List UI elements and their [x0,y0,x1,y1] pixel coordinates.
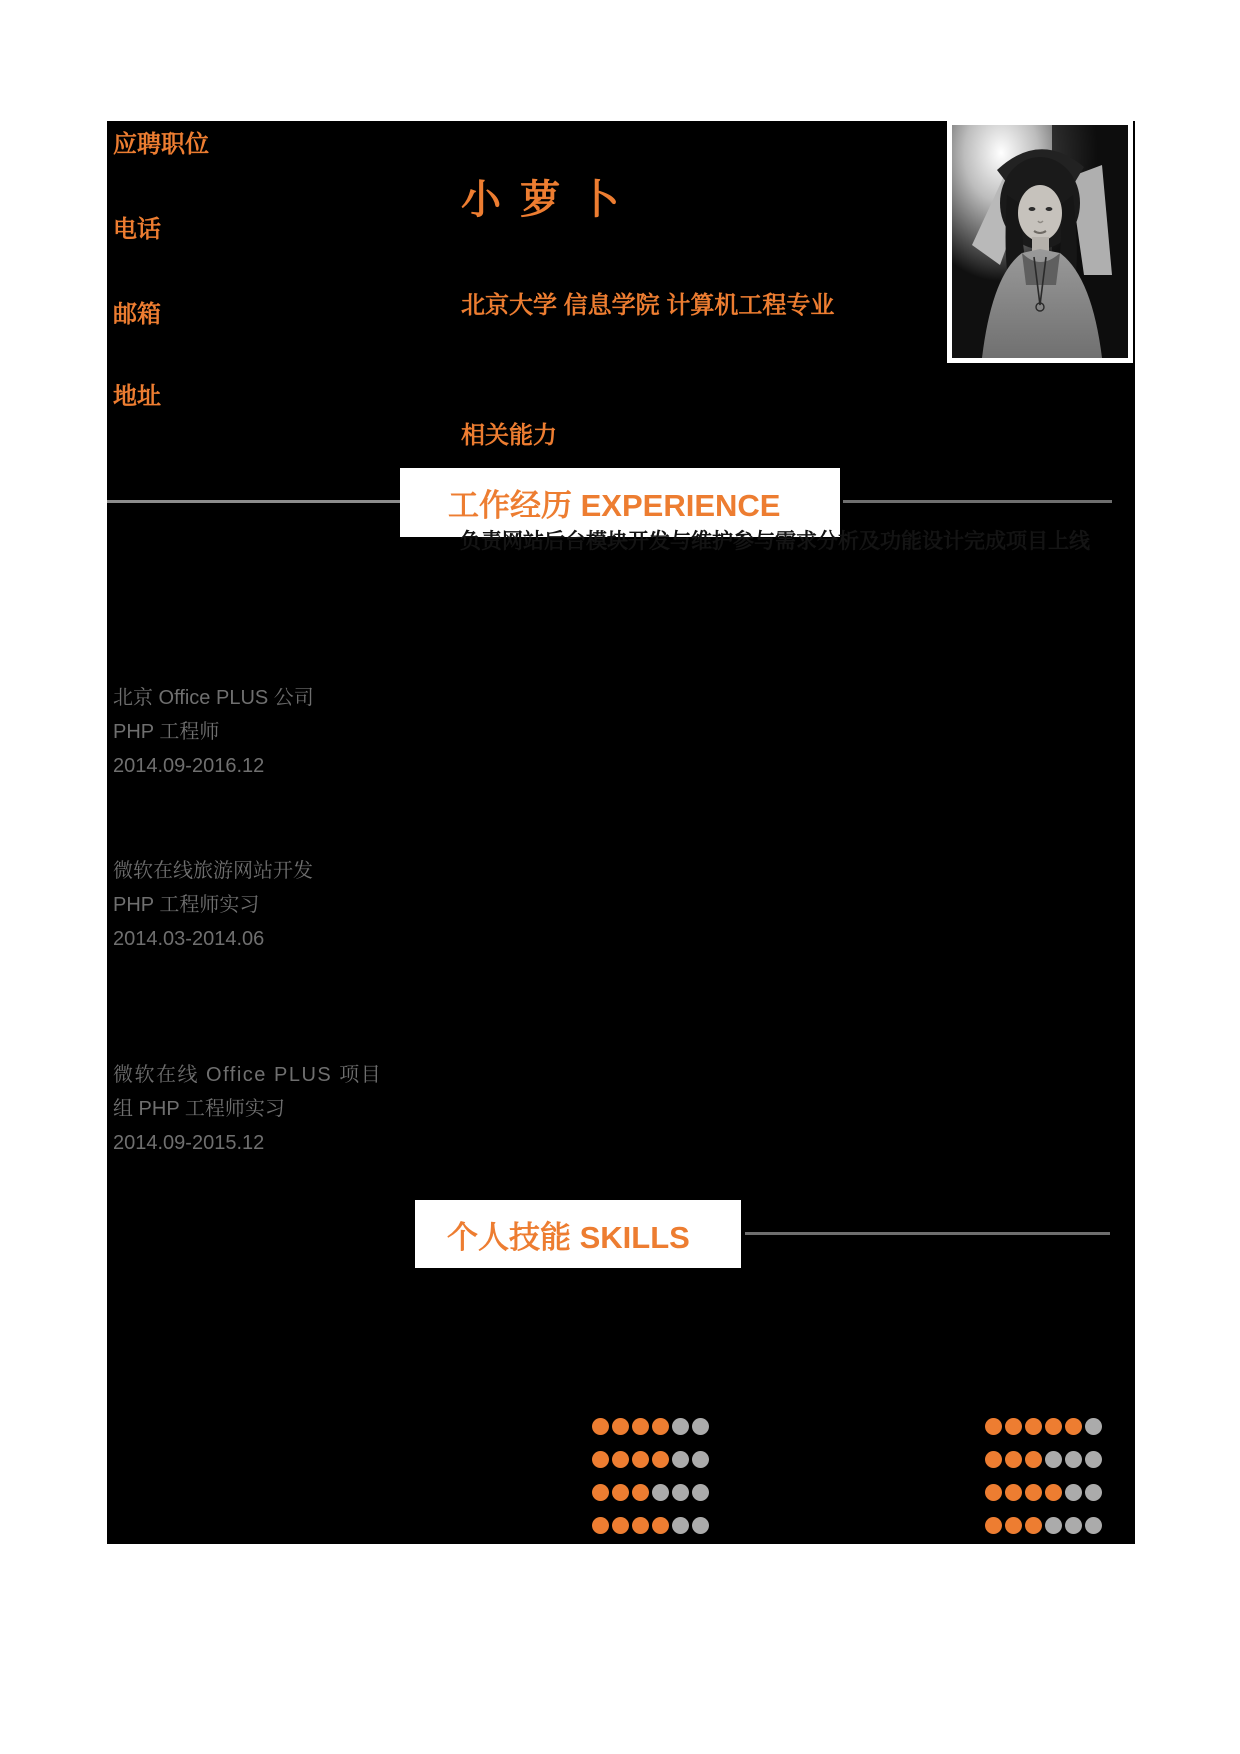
skill-dot-empty [652,1484,669,1501]
portrait-photo [947,120,1133,363]
skill-dot-filled [652,1418,669,1435]
entry-company: 北京 Office PLUS 公司 [113,687,314,709]
skill-dot-filled [1025,1517,1042,1534]
skill-dot-row [985,1484,1102,1501]
entry-role: 组 PHP 工程师实习 [113,1098,285,1120]
entry-role: PHP 工程师实习 [113,894,260,916]
entry-company: 微软在线旅游网站开发 [113,860,313,882]
skill-dot-empty [692,1484,709,1501]
skill-dot-filled [652,1451,669,1468]
skill-dot-row [985,1517,1102,1534]
entry-dates: 2014.09-2016.12 [113,755,265,777]
skill-dot-filled [1005,1517,1022,1534]
entry-company: 微软在线 Office PLUS 项目 [113,1064,383,1086]
skill-dot-filled [1005,1451,1022,1468]
skill-dot-filled [592,1517,609,1534]
skill-dot-filled [632,1517,649,1534]
skill-dot-filled [1005,1484,1022,1501]
experience-entry [113,1058,382,1160]
skill-dot-empty [1085,1517,1102,1534]
skill-dot-empty [1045,1451,1062,1468]
skill-dot-filled [592,1484,609,1501]
skill-dot-filled [612,1418,629,1435]
skill-dot-empty [692,1418,709,1435]
experience-entry [113,681,314,783]
experience-entry [113,854,313,956]
skill-dot-filled [1005,1418,1022,1435]
skill-dot-filled [1065,1418,1082,1435]
education-line: 北京大学 信息学院 计算机工程专业 [461,292,835,319]
skill-dot-filled [592,1418,609,1435]
skill-dot-empty [692,1517,709,1534]
skill-dot-filled [632,1484,649,1501]
experience-section-title: 工作经历 EXPERIENCE [448,488,781,523]
skill-dots-right [985,1418,1102,1550]
content-panel [107,121,1135,1544]
skill-dot-filled [1025,1451,1042,1468]
skill-dot-empty [1045,1517,1062,1534]
skill-dots-left [592,1418,709,1550]
experience-divider-right [843,500,1112,503]
skill-dot-empty [1065,1484,1082,1501]
skills-section-title: 个人技能 SKILLS [447,1219,690,1255]
skill-dot-row [592,1451,709,1468]
skill-dot-empty [672,1451,689,1468]
entry-dates: 2014.03-2014.06 [113,928,265,950]
section-experience-header [400,468,840,537]
contact-label-phone: 电话 [113,216,161,243]
skill-dot-empty [1085,1451,1102,1468]
skill-dot-empty [692,1451,709,1468]
skill-dot-filled [985,1418,1002,1435]
related-skills-label: 相关能力 [461,422,557,449]
skill-dot-filled [612,1484,629,1501]
skill-dot-empty [1085,1484,1102,1501]
entry-role: PHP 工程师 [113,721,220,743]
skill-dot-filled [612,1451,629,1468]
skill-dot-filled [985,1484,1002,1501]
contact-label-address: 地址 [113,383,161,410]
skill-dot-empty [1085,1418,1102,1435]
skill-dot-filled [985,1451,1002,1468]
clipped-text-tops: 负责网站后台模块开发与维护参与需求分析及功能设计完成项目上线 [460,530,1090,553]
skill-dot-empty [1065,1517,1082,1534]
section-skills-header [415,1200,741,1268]
skill-dot-filled [652,1517,669,1534]
entry-dates: 2014.09-2015.12 [113,1132,265,1154]
skill-dot-empty [672,1517,689,1534]
skill-dot-filled [985,1517,1002,1534]
skill-dot-row [985,1451,1102,1468]
skill-dot-filled [632,1418,649,1435]
skill-dot-filled [1045,1418,1062,1435]
skill-dot-empty [672,1418,689,1435]
skill-dot-filled [592,1451,609,1468]
skill-dot-row [592,1484,709,1501]
skill-dot-empty [672,1484,689,1501]
experience-divider-left [107,500,400,503]
portrait-photo-image [952,125,1128,358]
contact-label-position: 应聘职位 [113,131,209,158]
skill-dot-filled [612,1517,629,1534]
skill-dot-filled [1045,1484,1062,1501]
skill-dot-row [592,1517,709,1534]
skill-dot-row [592,1418,709,1435]
candidate-name: 小 萝 卜 [461,178,624,222]
contact-label-email: 邮箱 [113,301,161,328]
skill-dot-empty [1065,1451,1082,1468]
skill-dot-filled [1025,1418,1042,1435]
skills-divider-right [745,1232,1110,1235]
skill-dot-filled [632,1451,649,1468]
skill-dot-row [985,1418,1102,1435]
skill-dot-filled [1025,1484,1042,1501]
